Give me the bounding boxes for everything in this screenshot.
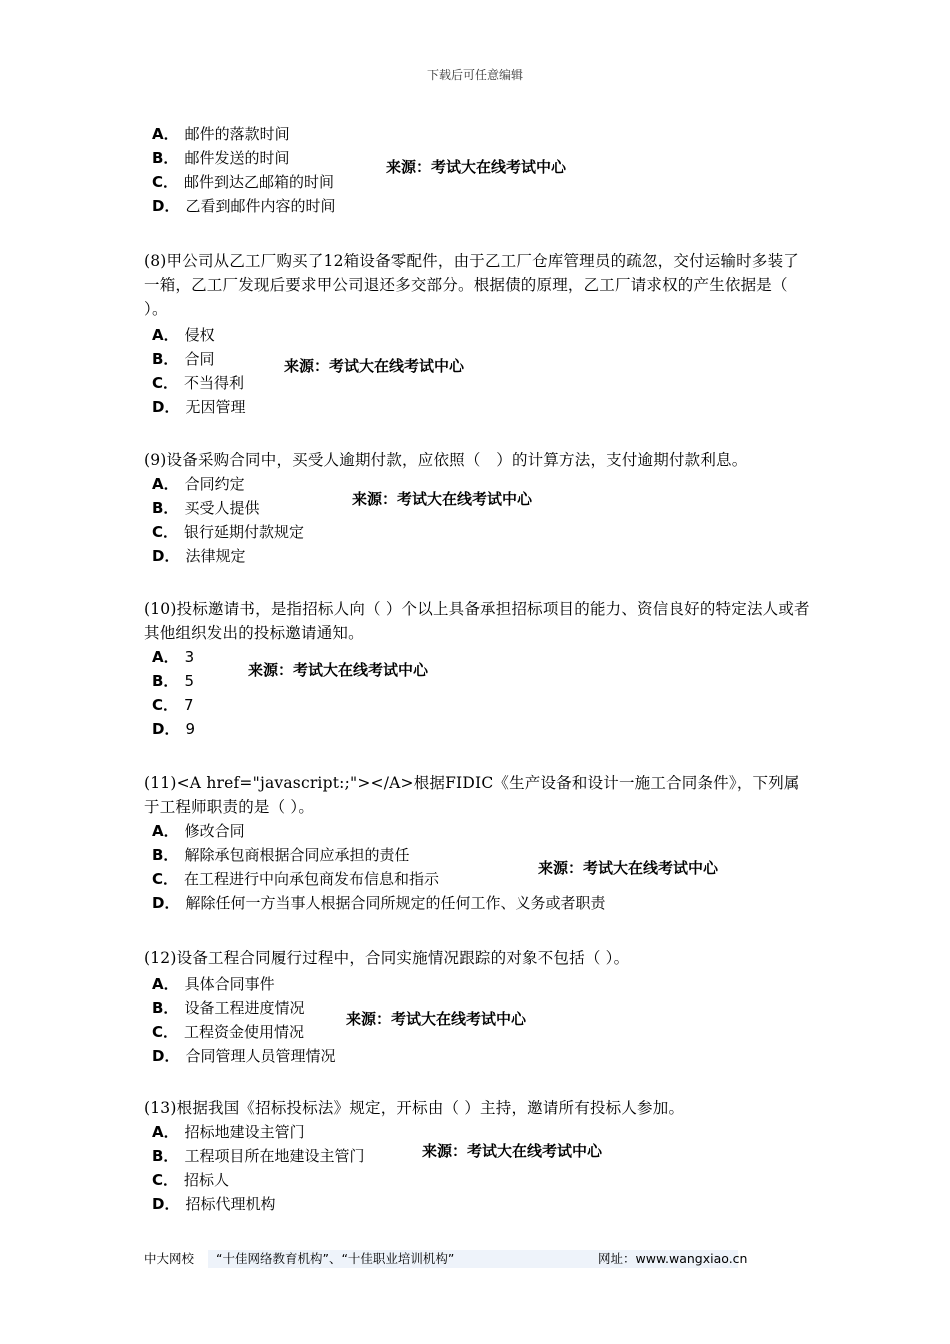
option-d [144,194,814,218]
source-watermark: 来源：考试大在线考试中心 [284,357,465,375]
option-letter: D． [152,547,180,565]
question-stem: (13)根据我国《招标投标法》规定，开标由（ ）主持，邀请所有投标人参加。 [144,1099,685,1117]
option-text: 侵权 [184,326,215,344]
option-c [144,693,814,717]
question-13 [144,1096,814,1216]
option-letter: D． [152,720,180,738]
option-a [144,323,814,347]
question-stem: (11)<A href="javascript:;"></A>根据FIDIC《生产设备和设计一施工合同条件》，下列属于工程师职责的是（ ）。 [144,774,800,816]
option-text: 3 [184,648,195,666]
option-letter: C． [152,523,179,541]
question-stem: (9)设备采购合同中，买受人逾期付款，应依照（ ）的计算方法，支付逾期付款利息。 [144,451,748,469]
source-watermark: 来源：考试大在线考试中心 [352,490,533,508]
option-text: 邮件的落款时间 [184,125,290,143]
option-text: 解除承包商根据合同应承担的责任 [184,846,410,864]
question-10 [144,597,814,741]
option-text: 合同管理人员管理情况 [185,1047,336,1065]
option-letter: C． [152,696,179,714]
option-letter: A． [152,822,179,840]
option-text: 9 [185,720,195,738]
option-list [144,1120,814,1216]
option-text: 招标人 [184,1171,230,1189]
option-letter: B． [152,672,179,690]
option-d [144,1044,814,1068]
option-text: 无因管理 [185,398,246,416]
option-text: 具体合同事件 [184,975,275,993]
option-a [144,645,814,669]
option-letter: C． [152,870,179,888]
option-text: 银行延期付款规定 [184,523,305,541]
option-a [144,122,814,146]
option-d [144,544,814,568]
option-letter: C． [152,374,179,392]
option-text: 设备工程进度情况 [184,999,305,1017]
question-11 [144,771,814,915]
option-letter: C． [152,1171,179,1189]
question-12 [144,946,814,1068]
option-text: 合同 [184,350,215,368]
option-c [144,520,814,544]
option-d [144,717,814,741]
option-text: 解除任何一方当事人根据合同所规定的任何工作、义务或者职责 [185,894,606,912]
option-letter: C． [152,173,179,191]
option-list [144,819,814,915]
option-text: 邮件发送的时间 [184,149,290,167]
option-a [144,819,814,843]
footer-url: 网址：www.wangxiao.cn [598,1251,748,1266]
option-text: 法律规定 [185,547,246,565]
source-watermark: 来源：考试大在线考试中心 [248,661,429,679]
option-letter: D． [152,1195,180,1213]
option-text: 在工程进行中向承包商发布信息和指示 [184,870,440,888]
option-letter: B． [152,149,179,167]
option-letter: A． [152,326,179,344]
option-b [144,669,814,693]
question-stem: (8)甲公司从乙工厂购买了12箱设备零配件，由于乙工厂仓库管理员的疏忽，交付运输时多装了一箱，乙工厂发现后要求甲公司退还多交部分。根据债的原理，乙工厂请求权的产生依据是（ ）。 [144,252,799,318]
option-letter: B． [152,1147,179,1165]
option-text: 合同约定 [184,475,245,493]
option-b [144,347,814,371]
option-letter: B． [152,846,179,864]
question-7 [144,122,814,218]
option-c [144,1168,814,1192]
option-d [144,1192,814,1216]
option-text: 买受人提供 [184,499,260,517]
option-letter: B． [152,999,179,1017]
option-list [144,323,814,419]
option-text: 修改合同 [184,822,245,840]
option-text: 招标地建设主管门 [184,1123,305,1141]
option-letter: A． [152,125,179,143]
option-letter: C． [152,1023,179,1041]
option-letter: A． [152,975,179,993]
option-letter: B． [152,499,179,517]
option-text: 5 [184,672,194,690]
question-stem: (12)设备工程合同履行过程中，合同实施情况跟踪的对象不包括（ ）。 [144,949,630,967]
option-d [144,395,814,419]
option-list [144,645,814,741]
option-text: 邮件到达乙邮箱的时间 [184,173,335,191]
question-9 [144,448,814,568]
source-watermark: 来源：考试大在线考试中心 [538,859,719,877]
option-text: 不当得利 [184,374,245,392]
option-letter: A． [152,475,179,493]
source-watermark: 来源：考试大在线考试中心 [346,1010,527,1028]
option-text: 乙看到邮件内容的时间 [185,197,336,215]
header-note: 下载后可任意编辑 [426,68,523,82]
source-watermark: 来源：考试大在线考试中心 [422,1142,603,1160]
option-letter: D． [152,398,180,416]
footer-slogan: “十佳网络教育机构”、“十佳职业培训机构” [216,1251,455,1266]
option-c [144,371,814,395]
option-list [144,122,814,218]
option-letter: D． [152,894,180,912]
question-8 [144,249,814,419]
option-text: 工程资金使用情况 [184,1023,305,1041]
question-stem: (10)投标邀请书，是指招标人向（ ）个以上具备承担招标项目的能力、资信良好的特定法人或者其他组织发出的投标邀请通知。 [144,600,810,642]
option-letter: D． [152,1047,180,1065]
option-letter: A． [152,1123,179,1141]
page-footer [144,1250,748,1268]
option-a [144,972,814,996]
option-letter: A． [152,648,179,666]
option-text: 工程项目所在地建设主管门 [184,1147,365,1165]
option-text: 7 [184,696,194,714]
option-d [144,891,814,915]
option-text: 招标代理机构 [185,1195,276,1213]
option-list [144,972,814,1068]
footer-brand: 中大网校 [144,1251,195,1266]
option-letter: D． [152,197,180,215]
option-list [144,472,814,568]
source-watermark: 来源：考试大在线考试中心 [386,158,567,176]
option-letter: B． [152,350,179,368]
